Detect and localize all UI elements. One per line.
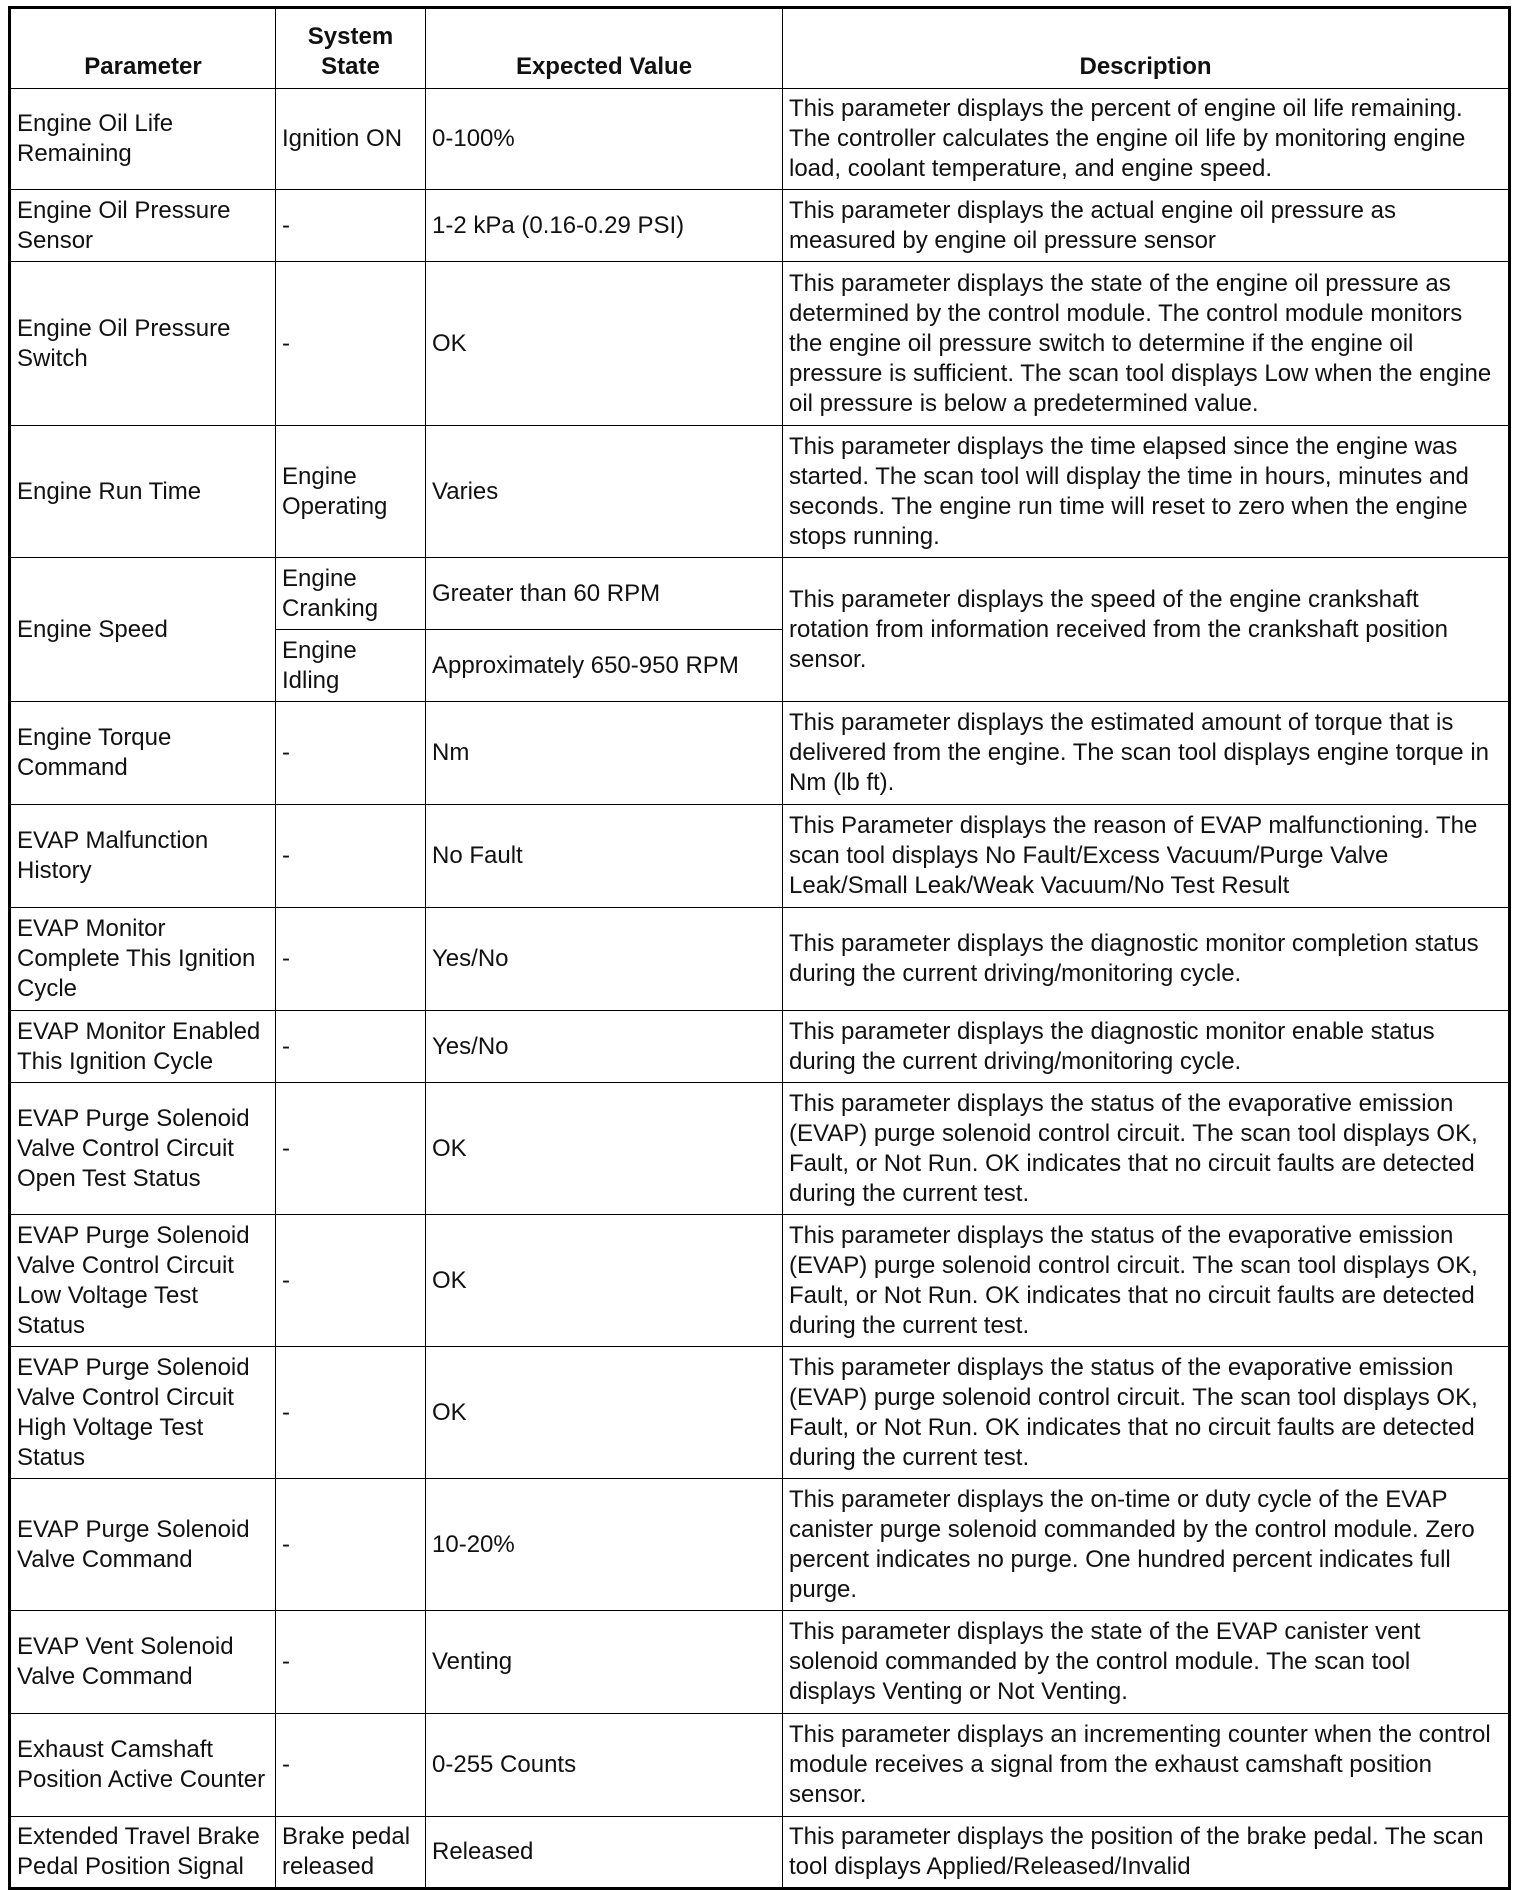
cell-expected-value: Released xyxy=(426,1817,783,1889)
cell-description: This parameter displays the position of the brake pedal. The scan tool displays Applied/Released/Invalid xyxy=(783,1817,1510,1889)
cell-parameter: Engine Oil Life Remaining xyxy=(10,89,276,190)
table-row xyxy=(10,908,1510,1011)
cell-system-state: - xyxy=(276,1347,426,1479)
cell-expected-value: OK xyxy=(426,1083,783,1215)
table-row xyxy=(10,558,1510,630)
table-row xyxy=(10,1347,1510,1479)
cell-parameter: Extended Travel Brake Pedal Position Signal xyxy=(10,1817,276,1889)
cell-parameter: EVAP Vent Solenoid Valve Command xyxy=(10,1611,276,1714)
cell-expected-value: Greater than 60 RPM xyxy=(426,558,783,630)
table-row xyxy=(10,702,1510,805)
cell-expected-value: OK xyxy=(426,1347,783,1479)
cell-parameter: EVAP Purge Solenoid Valve Control Circuit Open Test Status xyxy=(10,1083,276,1215)
cell-description: This parameter displays the state of the engine oil pressure as determined by the control module. The control module monitors the engine oil pressure switch to determine if the engine oil pressure is sufficient. The scan tool displays Low when the engine oil pressure is below a predetermined value. xyxy=(783,262,1510,426)
table-header-row xyxy=(10,8,1510,89)
cell-parameter: EVAP Monitor Complete This Ignition Cycle xyxy=(10,908,276,1011)
cell-parameter: Engine Oil Pressure Switch xyxy=(10,262,276,426)
cell-description: This parameter displays the status of the evaporative emission (EVAP) purge solenoid control circuit. The scan tool displays OK, Fault, or Not Run. OK indicates that no circuit faults are detected during the current test. xyxy=(783,1215,1510,1347)
parameter-table xyxy=(8,6,1511,1890)
cell-expected-value: Venting xyxy=(426,1611,783,1714)
cell-description: This parameter displays the actual engine oil pressure as measured by engine oil pressure sensor xyxy=(783,190,1510,262)
table-row xyxy=(10,1083,1510,1215)
cell-expected-value: 10-20% xyxy=(426,1479,783,1611)
header-description: Description xyxy=(783,8,1510,89)
cell-expected-value: Varies xyxy=(426,426,783,558)
cell-system-state: - xyxy=(276,262,426,426)
cell-expected-value: Yes/No xyxy=(426,1011,783,1083)
cell-expected-value: Nm xyxy=(426,702,783,805)
cell-description: This parameter displays the diagnostic monitor completion status during the current driving/monitoring cycle. xyxy=(783,908,1510,1011)
cell-expected-value: Approximately 650-950 RPM xyxy=(426,630,783,702)
cell-system-state: Engine Idling xyxy=(276,630,426,702)
cell-expected-value: No Fault xyxy=(426,805,783,908)
cell-parameter: Engine Torque Command xyxy=(10,702,276,805)
cell-parameter: EVAP Monitor Enabled This Ignition Cycle xyxy=(10,1011,276,1083)
cell-parameter: EVAP Purge Solenoid Valve Control Circuit High Voltage Test Status xyxy=(10,1347,276,1479)
table-row xyxy=(10,1215,1510,1347)
cell-system-state: - xyxy=(276,805,426,908)
cell-system-state: - xyxy=(276,1215,426,1347)
cell-system-state: - xyxy=(276,1714,426,1817)
table-row xyxy=(10,190,1510,262)
cell-system-state: - xyxy=(276,1083,426,1215)
table-row xyxy=(10,805,1510,908)
cell-system-state: - xyxy=(276,1011,426,1083)
cell-parameter: Engine Oil Pressure Sensor xyxy=(10,190,276,262)
cell-parameter: Engine Speed xyxy=(10,558,276,702)
cell-system-state: - xyxy=(276,1611,426,1714)
table-row xyxy=(10,1817,1510,1889)
cell-description: This parameter displays the status of the evaporative emission (EVAP) purge solenoid control circuit. The scan tool displays OK, Fault, or Not Run. OK indicates that no circuit faults are detected during the current test. xyxy=(783,1083,1510,1215)
cell-description: This parameter displays the speed of the engine crankshaft rotation from information received from the crankshaft position sensor. xyxy=(783,558,1510,702)
table-row xyxy=(10,1479,1510,1611)
cell-expected-value: 0-255 Counts xyxy=(426,1714,783,1817)
cell-description: This parameter displays the diagnostic monitor enable status during the current driving/monitoring cycle. xyxy=(783,1011,1510,1083)
cell-expected-value: OK xyxy=(426,262,783,426)
cell-system-state: - xyxy=(276,702,426,805)
cell-description: This parameter displays the state of the EVAP canister vent solenoid commanded by the control module. The scan tool displays Venting or Not Venting. xyxy=(783,1611,1510,1714)
cell-parameter: Exhaust Camshaft Position Active Counter xyxy=(10,1714,276,1817)
cell-parameter: EVAP Malfunction History xyxy=(10,805,276,908)
table-row xyxy=(10,426,1510,558)
cell-system-state: - xyxy=(276,908,426,1011)
cell-expected-value: 1-2 kPa (0.16-0.29 PSI) xyxy=(426,190,783,262)
header-system-state: System State xyxy=(276,8,426,89)
cell-system-state: Brake pedal released xyxy=(276,1817,426,1889)
cell-system-state: - xyxy=(276,190,426,262)
cell-system-state: - xyxy=(276,1479,426,1611)
table-row xyxy=(10,1611,1510,1714)
header-expected-value: Expected Value xyxy=(426,8,783,89)
cell-system-state: Engine Operating xyxy=(276,426,426,558)
cell-system-state: Engine Cranking xyxy=(276,558,426,630)
table-row xyxy=(10,262,1510,426)
table-row xyxy=(10,1714,1510,1817)
cell-parameter: Engine Run Time xyxy=(10,426,276,558)
cell-description: This parameter displays the time elapsed since the engine was started. The scan tool will display the time in hours, minutes and seconds. The engine run time will reset to zero when the engine stops running. xyxy=(783,426,1510,558)
cell-parameter: EVAP Purge Solenoid Valve Command xyxy=(10,1479,276,1611)
cell-system-state: Ignition ON xyxy=(276,89,426,190)
header-parameter: Parameter xyxy=(10,8,276,89)
cell-description: This parameter displays the on-time or duty cycle of the EVAP canister purge solenoid commanded by the control module. Zero percent indicates no purge. One hundred percent indicates full purge. xyxy=(783,1479,1510,1611)
cell-expected-value: 0-100% xyxy=(426,89,783,190)
table-row xyxy=(10,89,1510,190)
cell-parameter: EVAP Purge Solenoid Valve Control Circuit Low Voltage Test Status xyxy=(10,1215,276,1347)
cell-description: This parameter displays an incrementing counter when the control module receives a signal from the exhaust camshaft position sensor. xyxy=(783,1714,1510,1817)
cell-expected-value: OK xyxy=(426,1215,783,1347)
cell-expected-value: Yes/No xyxy=(426,908,783,1011)
table-row xyxy=(10,1011,1510,1083)
cell-description: This parameter displays the percent of engine oil life remaining. The controller calculates the engine oil life by monitoring engine load, coolant temperature, and engine speed. xyxy=(783,89,1510,190)
cell-description: This parameter displays the status of the evaporative emission (EVAP) purge solenoid control circuit. The scan tool displays OK, Fault, or Not Run. OK indicates that no circuit faults are detected during the current test. xyxy=(783,1347,1510,1479)
cell-description: This parameter displays the estimated amount of torque that is delivered from the engine. The scan tool displays engine torque in Nm (lb ft). xyxy=(783,702,1510,805)
cell-description: This Parameter displays the reason of EVAP malfunctioning. The scan tool displays No Fault/Excess Vacuum/Purge Valve Leak/Small Leak/Weak Vacuum/No Test Result xyxy=(783,805,1510,908)
